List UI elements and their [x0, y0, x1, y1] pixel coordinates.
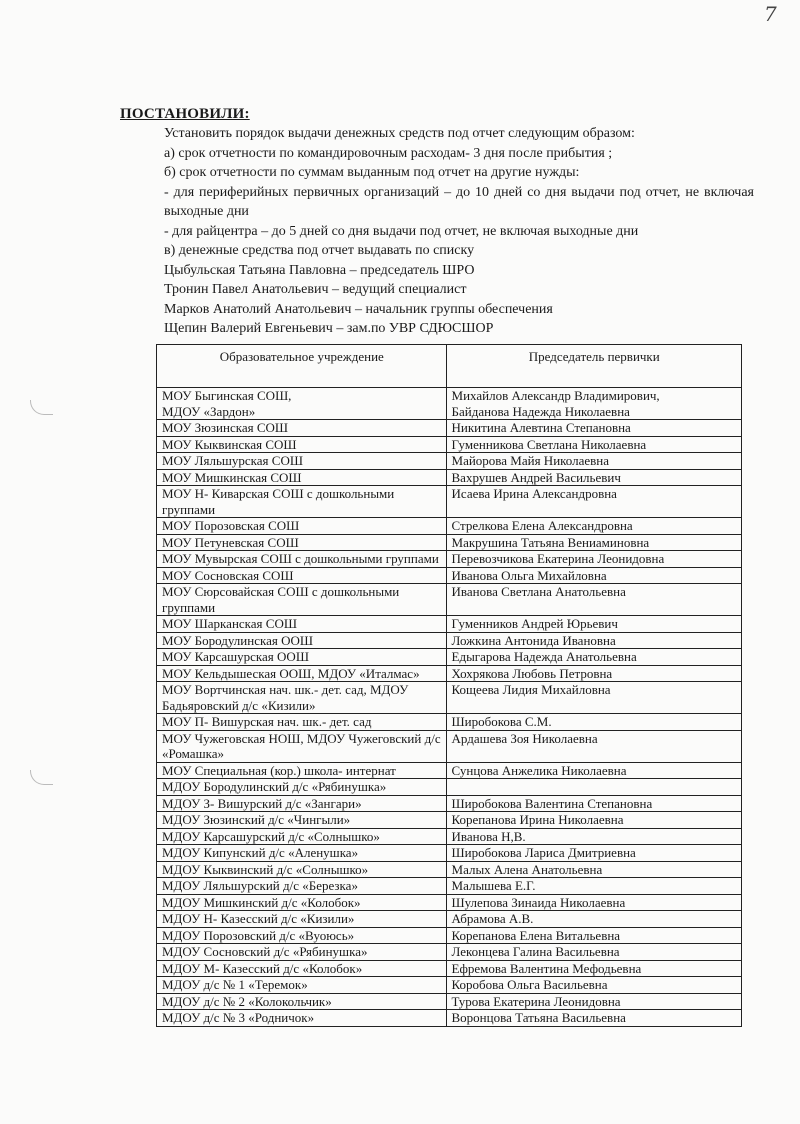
chairperson-cell: Леконцева Галина Васильевна [446, 944, 741, 961]
table-row [157, 486, 742, 518]
chairperson-cell: Едыгарова Надежда Анатольевна [446, 649, 741, 666]
chairperson-cell: Малых Алена Анатольевна [446, 861, 741, 878]
chairperson-cell: Майорова Майя Николаевна [446, 453, 741, 470]
paragraph: а) срок отчетности по командировочным расходам- 3 дня после прибытия ; [164, 145, 613, 161]
institution-cell: МОУ Сюрсовайская СОШ с дошкольными группами [157, 584, 447, 616]
chairperson-cell: Михайлов Александр Владимирович, Байданова Надежда Николаевна [446, 388, 741, 420]
chairperson-cell: Сунцова Анжелика Николаевна [446, 762, 741, 779]
chairperson-cell: Иванова Н,В. [446, 828, 741, 845]
institution-cell: МОУ Кыквинская СОШ [157, 436, 447, 453]
institution-cell: МДОУ Бородулинский д/с «Рябинушка» [157, 779, 447, 796]
table-row [157, 730, 742, 762]
chairperson-cell: Хохрякова Любовь Петровна [446, 665, 741, 682]
chairperson-cell: Воронцова Татьяна Васильевна [446, 1010, 741, 1027]
institution-cell: МОУ Шарканская СОШ [157, 616, 447, 633]
chairpersons-table [156, 344, 742, 1027]
institution-cell: МОУ Сосновская СОШ [157, 567, 447, 584]
chairperson-cell [446, 779, 741, 796]
table-row [157, 616, 742, 633]
institution-cell: МОУ Вортчинская нач. шк.- дет. сад, МДОУ Бадьяровский д/с «Кизили» [157, 682, 447, 714]
table-row [157, 632, 742, 649]
paragraph: Марков Анатолий Анатольевич – начальник группы обеспечения [164, 301, 553, 317]
institution-cell: МОУ Зюзинская СОШ [157, 420, 447, 437]
chairperson-cell: Гуменников Андрей Юрьевич [446, 616, 741, 633]
table-row [157, 812, 742, 829]
institution-cell: МДОУ М- Казесский д/с «Колобок» [157, 960, 447, 977]
table-header-row [157, 345, 742, 388]
table-row [157, 960, 742, 977]
chairperson-cell: Корепанова Елена Витальевна [446, 927, 741, 944]
paragraph: Щепин Валерий Евгеньевич – зам.по УВР СДЮСШОР [164, 321, 494, 336]
table-row [157, 1010, 742, 1027]
table-row [157, 436, 742, 453]
margin-mark [30, 770, 53, 785]
institution-cell: МОУ Ляльшурская СОШ [157, 453, 447, 470]
chairperson-cell: Абрамова А.В. [446, 911, 741, 928]
table-row [157, 420, 742, 437]
chairperson-cell: Широбокова Валентина Степановна [446, 795, 741, 812]
institution-cell: МОУ Бородулинская ООШ [157, 632, 447, 649]
paragraph: - для райцентра – до 5 дней со дня выдачи под отчет, не включая выходные дни [164, 223, 639, 239]
table-row [157, 714, 742, 731]
paragraph: Цыбульская Татьяна Павловна – председатель ШРО [164, 262, 475, 278]
table-row [157, 534, 742, 551]
institution-cell: МОУ Карсашурская ООШ [157, 649, 447, 666]
table-row [157, 762, 742, 779]
chairperson-cell: Макрушина Татьяна Вениаминовна [446, 534, 741, 551]
chairperson-cell: Перевозчикова Екатерина Леонидовна [446, 551, 741, 568]
chairperson-cell: Турова Екатерина Леонидовна [446, 993, 741, 1010]
table-row [157, 779, 742, 796]
chairperson-cell: Никитина Алевтина Степановна [446, 420, 741, 437]
institution-cell: МДОУ Кипунский д/с «Аленушка» [157, 845, 447, 862]
chairperson-cell: Вахрушев Андрей Васильевич [446, 469, 741, 486]
institution-cell: МДОУ Ляльшурский д/с «Березка» [157, 878, 447, 895]
margin-mark [30, 400, 53, 415]
institution-cell: МОУ Мувырская СОШ с дошкольными группами [157, 551, 447, 568]
chairperson-cell: Ардашева Зоя Николаевна [446, 730, 741, 762]
chairperson-cell: Коробова Ольга Васильевна [446, 977, 741, 994]
table-row [157, 977, 742, 994]
institution-cell: МОУ Мишкинская СОШ [157, 469, 447, 486]
chairperson-cell: Широбокова Лариса Дмитриевна [446, 845, 741, 862]
institution-cell: МДОУ Кыквинский д/с «Солнышко» [157, 861, 447, 878]
institution-cell: МДОУ Мишкинский д/с «Колобок» [157, 894, 447, 911]
paragraph: в) денежные средства под отчет выдавать по списку [164, 243, 475, 258]
table-row [157, 469, 742, 486]
table-row [157, 845, 742, 862]
table-row [157, 944, 742, 961]
table-row [157, 927, 742, 944]
institution-cell: МДОУ Зюзинский д/с «Чингыли» [157, 812, 447, 829]
table-row [157, 878, 742, 895]
chairperson-cell: Исаева Ирина Александровна [446, 486, 741, 518]
institution-cell: МОУ Н- Киварская СОШ с дошкольными группами [157, 486, 447, 518]
institution-cell: МДОУ Порозовский д/с «Вуоюсь» [157, 927, 447, 944]
table-row [157, 453, 742, 470]
column-header-chairperson: Председатель первички [446, 345, 741, 388]
institution-cell: МОУ Чужеговская НОШ, МДОУ Чужеговский д/с «Ромашка» [157, 730, 447, 762]
table-row [157, 861, 742, 878]
table-row [157, 828, 742, 845]
institution-cell: МДОУ д/с № 3 «Родничок» [157, 1010, 447, 1027]
chairperson-cell: Кощеева Лидия Михайловна [446, 682, 741, 714]
paragraph: Установить порядок выдачи денежных средств под отчет следующим образом: [164, 126, 635, 141]
resolution-body [164, 124, 754, 339]
table-row [157, 665, 742, 682]
institution-cell: МДОУ д/с № 1 «Теремок» [157, 977, 447, 994]
chairperson-cell: Ложкина Антонида Ивановна [446, 632, 741, 649]
chairperson-cell: Иванова Светлана Анатольевна [446, 584, 741, 616]
table-row [157, 567, 742, 584]
institution-cell: МДОУ д/с № 2 «Колокольчик» [157, 993, 447, 1010]
column-header-institution: Образовательное учреждение [157, 345, 447, 388]
table-row [157, 911, 742, 928]
institution-cell: МОУ П- Вишурская нач. шк.- дет. сад [157, 714, 447, 731]
chairperson-cell: Гуменникова Светлана Николаевна [446, 436, 741, 453]
institution-cell: МОУ Специальная (кор.) школа- интернат [157, 762, 447, 779]
table-row [157, 649, 742, 666]
paragraph: Тронин Павел Анатольевич – ведущий специалист [164, 282, 467, 297]
institution-cell: МДОУ Карсашурский д/с «Солнышко» [157, 828, 447, 845]
chairperson-cell: Корепанова Ирина Николаевна [446, 812, 741, 829]
chairperson-cell: Широбокова С.М. [446, 714, 741, 731]
table-row [157, 682, 742, 714]
institution-cell: МОУ Петуневская СОШ [157, 534, 447, 551]
institution-cell: МДОУ З- Вишурский д/с «Зангари» [157, 795, 447, 812]
table-row [157, 795, 742, 812]
table-row [157, 388, 742, 420]
institution-cell: МДОУ Н- Казесский д/с «Кизили» [157, 911, 447, 928]
chairperson-cell: Малышева Е.Г. [446, 878, 741, 895]
page-number: 7 [764, 2, 777, 26]
table-row [157, 584, 742, 616]
table-row [157, 993, 742, 1010]
table-row [157, 894, 742, 911]
chairperson-cell: Ефремова Валентина Мефодьевна [446, 960, 741, 977]
chairperson-cell: Шулепова Зинаида Николаевна [446, 894, 741, 911]
paragraph: - для периферийных первичных организаций – до 10 дней со дня выдачи под отчет, не включая выходные дни [164, 184, 754, 219]
institution-cell: МДОУ Сосновский д/с «Рябинушка» [157, 944, 447, 961]
table-row [157, 551, 742, 568]
table-body [157, 388, 742, 1027]
chairperson-cell: Иванова Ольга Михайловна [446, 567, 741, 584]
institution-cell: МОУ Быгинская СОШ, МДОУ «Зардон» [157, 388, 447, 420]
paragraph: б) срок отчетности по суммам выданным под отчет на другие нужды: [164, 165, 580, 180]
chairperson-cell: Стрелкова Елена Александровна [446, 518, 741, 535]
institution-cell: МОУ Кельдышеская ООШ, МДОУ «Италмас» [157, 665, 447, 682]
table-row [157, 518, 742, 535]
resolution-heading: ПОСТАНОВИЛИ: [120, 106, 250, 122]
institution-cell: МОУ Порозовская СОШ [157, 518, 447, 535]
